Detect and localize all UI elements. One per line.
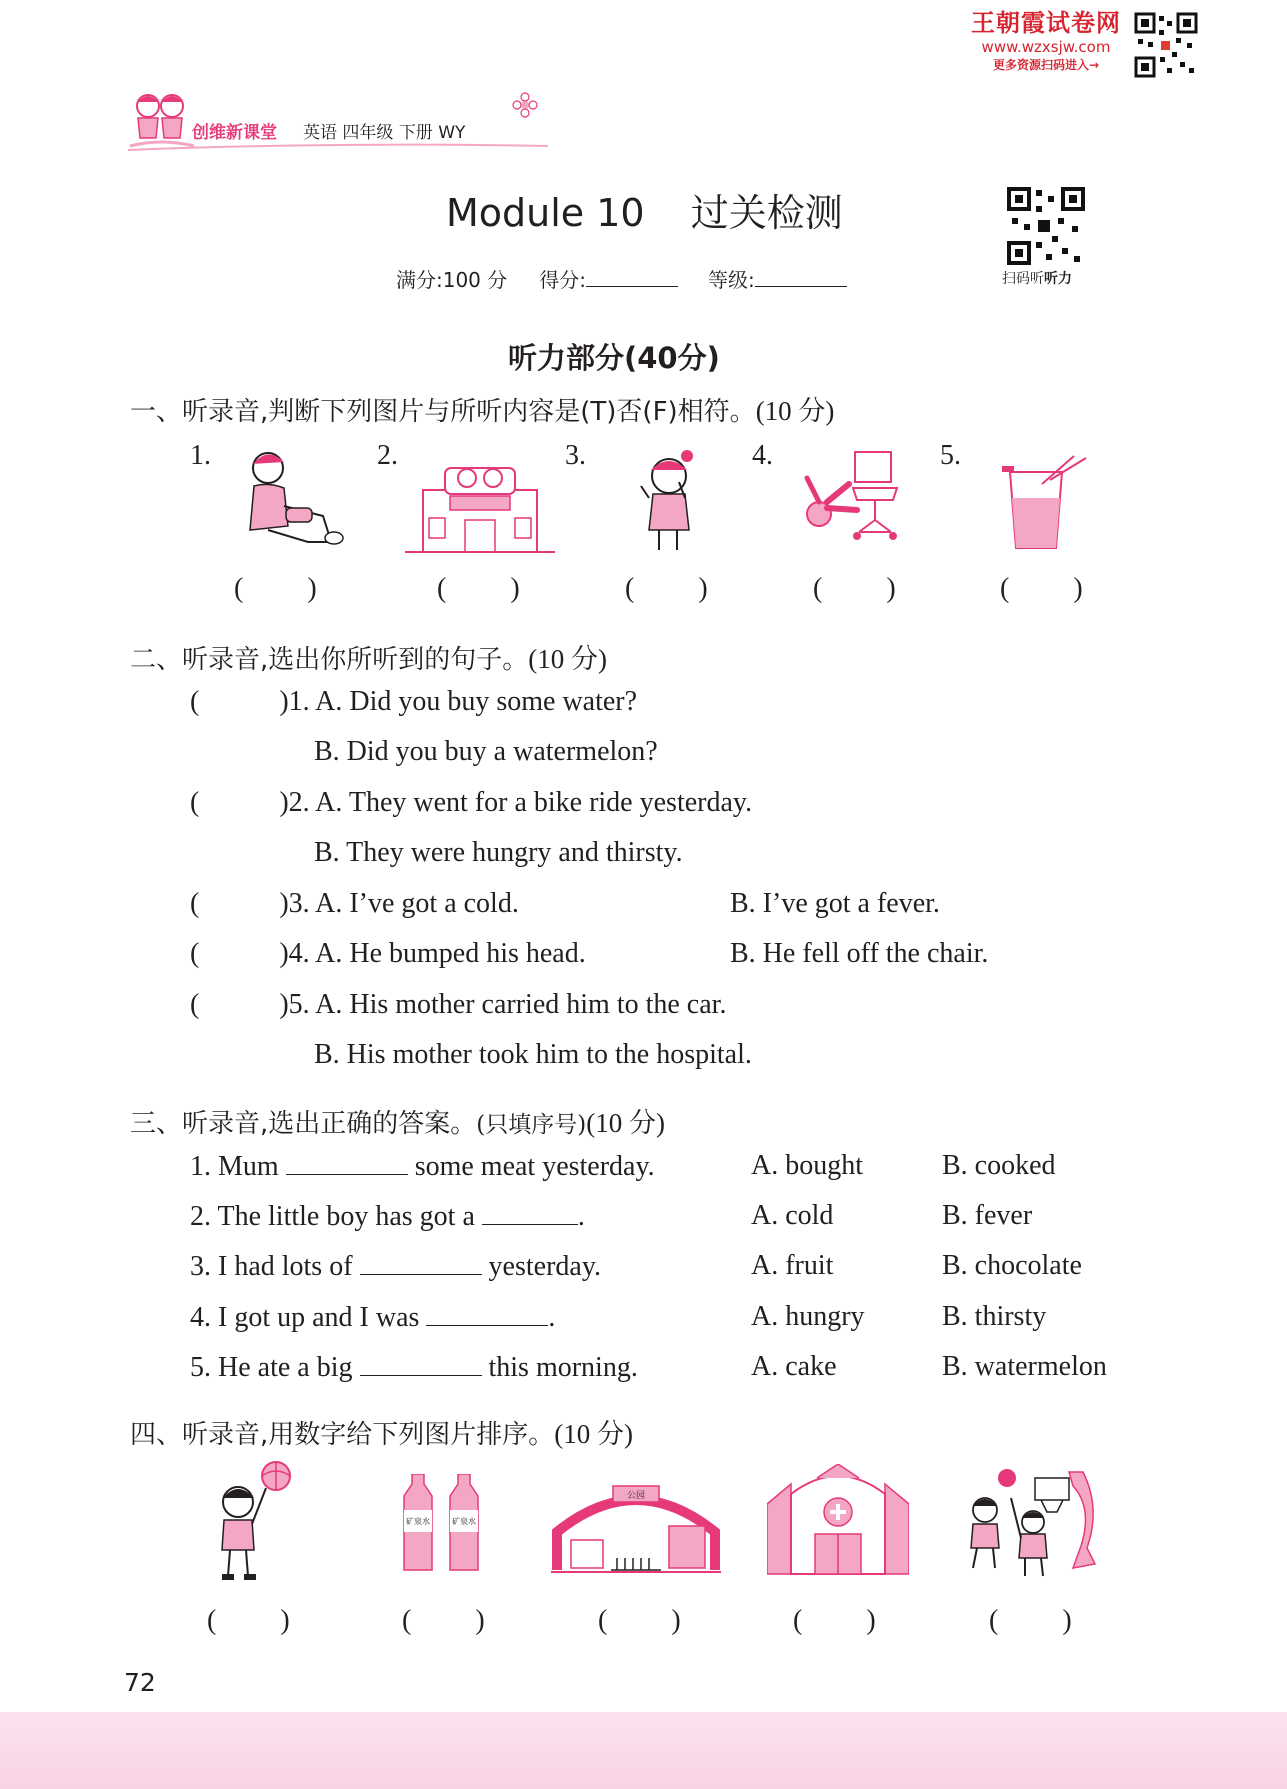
s2-q1-num: )1. <box>279 686 310 717</box>
watermark <box>960 8 1132 74</box>
level-blank[interactable] <box>755 266 847 287</box>
s3-item-5-post: this morning. <box>488 1352 638 1383</box>
s2-q2-num: )2. <box>279 787 310 818</box>
s1-num-1: 1. <box>190 440 211 471</box>
s3-item-1-post: some meat yesterday. <box>414 1151 655 1182</box>
s3-item-3-b: B. chocolate <box>942 1250 1082 1281</box>
s3-item-1-blank[interactable] <box>286 1150 408 1175</box>
section3-title <box>130 1101 665 1140</box>
scoreline <box>396 264 847 293</box>
footer-band <box>0 1712 1287 1789</box>
s1-answer-5[interactable]: ( ) <box>1000 573 1083 604</box>
water-bottles-icon <box>398 1474 488 1574</box>
s3-item-2-a: A. cold <box>751 1200 834 1231</box>
s2-q4-b: B. He fell off the chair. <box>730 938 989 969</box>
s2-q5-line <box>190 989 726 1021</box>
header-grade: 四年级 <box>342 123 394 143</box>
s1-answer-4[interactable]: ( ) <box>813 573 896 604</box>
s3-item-3-blank[interactable] <box>360 1250 482 1275</box>
s1-answer-1[interactable]: ( ) <box>234 573 317 604</box>
s3-item-4-b: B. thirsty <box>942 1301 1047 1332</box>
s3-item-2-b: B. fever <box>942 1200 1033 1231</box>
qr-caption-a: 扫码听 <box>1002 271 1044 287</box>
s2-q5-a: A. His mother carried him to the car. <box>315 989 727 1020</box>
header-divider <box>128 140 548 154</box>
section2-points: (10 分) <box>528 644 607 674</box>
s2-q1-paren[interactable]: ( <box>190 686 200 717</box>
s2-q2-a: A. They went for a bike ride yesterday. <box>315 787 753 818</box>
s4-answer-2[interactable]: ( ) <box>402 1605 485 1636</box>
s3-item-5-blank[interactable] <box>360 1351 482 1376</box>
section2-title <box>130 637 607 676</box>
section4-points: (10 分) <box>554 1419 633 1449</box>
score-label: 得分: <box>539 268 587 292</box>
s2-q3-paren[interactable]: ( <box>190 888 200 919</box>
s2-q4-line <box>190 938 586 970</box>
flower-icon <box>512 92 538 118</box>
s3-item-5-pre: 5. He ate a big <box>190 1352 353 1383</box>
s2-q5-paren[interactable]: ( <box>190 989 200 1020</box>
section1-title <box>130 389 834 428</box>
park-gate-label: 公园 <box>626 1491 645 1501</box>
s2-q1-b: B. Did you buy a watermelon? <box>314 736 658 767</box>
s2-q4-num: )4. <box>279 938 310 969</box>
full-score: 满分:100 分 <box>396 268 508 292</box>
s2-q1-a: A. Did you buy some water? <box>315 686 638 717</box>
s3-item-2-blank[interactable] <box>482 1200 578 1225</box>
qr-caption <box>1002 268 1072 288</box>
section2-title-text: 二、听录音,选出你所听到的句子。 <box>130 645 529 675</box>
s1-num-5: 5. <box>940 440 961 471</box>
s3-item-4 <box>190 1301 555 1334</box>
header-edition: WY <box>438 123 466 143</box>
bottle-label-2: 矿泉水 <box>452 1517 476 1526</box>
title-module: Module 10 <box>446 191 645 235</box>
s4-answer-1[interactable]: ( ) <box>207 1605 290 1636</box>
s3-item-2 <box>190 1200 585 1233</box>
s3-item-4-pre: 4. I got up and I was <box>190 1302 420 1333</box>
s1-answer-2[interactable]: ( ) <box>437 573 520 604</box>
sick-girl-icon <box>635 446 705 556</box>
score-blank[interactable] <box>586 266 678 287</box>
s3-item-4-blank[interactable] <box>426 1301 548 1326</box>
s1-num-2: 2. <box>377 440 398 471</box>
s2-q4-a: A. He bumped his head. <box>315 938 586 969</box>
s2-q2-paren[interactable]: ( <box>190 787 200 818</box>
header-series: 创维新课堂 <box>192 123 277 143</box>
s2-q2-line <box>190 787 752 819</box>
s3-item-5-a: A. cake <box>751 1351 837 1382</box>
section1-title-text: 一、听录音,判断下列图片与所听内容是(T)否(F)相符。 <box>130 397 756 427</box>
listen-qr-icon[interactable] <box>1006 186 1086 266</box>
s2-q2-b: B. They were hungry and thirsty. <box>314 837 683 868</box>
page-title <box>446 182 843 237</box>
section4-title-text: 四、听录音,用数字给下列图片排序。 <box>130 1420 555 1450</box>
s2-q5-b: B. His mother took him to the hospital. <box>314 1039 752 1070</box>
section3-points: (10 分) <box>586 1108 665 1138</box>
watermark-url: www.wzxsjw.com <box>981 38 1111 56</box>
section3-note: (只填序号) <box>476 1112 587 1138</box>
s3-item-1-a: A. bought <box>751 1150 863 1181</box>
girl-with-ball-icon <box>210 1458 300 1584</box>
s3-item-5-b: B. watermelon <box>942 1351 1107 1382</box>
cinema-building-icon <box>405 462 555 554</box>
s3-item-2-pre: 2. The little boy has got a <box>190 1201 475 1232</box>
boy-sitting-hurt-leg-icon <box>228 446 348 556</box>
s3-item-1 <box>190 1150 655 1183</box>
section1-points: (10 分) <box>755 396 835 426</box>
level-label: 等级: <box>708 268 755 292</box>
park-gate-icon <box>551 1478 721 1576</box>
s2-q1-line <box>190 686 637 718</box>
glass-of-juice-icon <box>1002 454 1088 554</box>
s4-answer-4[interactable]: ( ) <box>793 1605 876 1636</box>
section3-title-text: 三、听录音,选出正确的答案。 <box>130 1109 477 1139</box>
s2-q5-num: )5. <box>279 989 310 1020</box>
s3-item-3 <box>190 1250 601 1283</box>
s3-item-4-a: A. hungry <box>751 1301 865 1332</box>
s2-q3-b: B. I’ve got a fever. <box>730 888 940 919</box>
page-number: 72 <box>124 1668 156 1697</box>
s1-answer-3[interactable]: ( ) <box>625 573 708 604</box>
s2-q3-line <box>190 888 519 920</box>
header-volume: 下册 <box>398 123 433 143</box>
watermark-tagline: 更多资源扫码进入→ <box>992 58 1100 72</box>
s3-item-5 <box>190 1351 638 1384</box>
s3-item-1-pre: 1. Mum <box>190 1151 279 1182</box>
s3-item-3-pre: 3. I had lots of <box>190 1251 353 1282</box>
watermark-qr-icon[interactable] <box>1134 12 1198 78</box>
s3-item-3-post: yesterday. <box>488 1251 601 1282</box>
hospital-icon <box>767 1464 909 1582</box>
s4-answer-5[interactable]: ( ) <box>989 1605 1072 1636</box>
s3-item-4-post: . <box>548 1302 556 1333</box>
s1-num-4: 4. <box>752 440 773 471</box>
title-name: 过关检测 <box>690 191 843 235</box>
s2-q3-num: )3. <box>279 888 310 919</box>
s3-item-1-b: B. cooked <box>942 1150 1056 1181</box>
kids-playing-basketball-icon <box>955 1468 1107 1580</box>
part-title: 听力部分(40分) <box>508 341 720 375</box>
qr-caption-b: 听力 <box>1044 271 1072 287</box>
s2-q4-paren[interactable]: ( <box>190 938 200 969</box>
s4-answer-3[interactable]: ( ) <box>598 1605 681 1636</box>
s3-item-2-post: . <box>577 1201 585 1232</box>
section4-title <box>130 1412 633 1451</box>
bottle-label-1: 矿泉水 <box>406 1517 430 1526</box>
s2-q3-a: A. I’ve got a cold. <box>315 888 519 919</box>
header-subject: 英语 <box>303 123 337 143</box>
s1-num-3: 3. <box>565 440 586 471</box>
s3-item-3-a: A. fruit <box>751 1250 834 1281</box>
boy-falling-off-chair-icon <box>797 448 917 548</box>
watermark-brand: 王朝霞试卷网 <box>971 9 1121 37</box>
